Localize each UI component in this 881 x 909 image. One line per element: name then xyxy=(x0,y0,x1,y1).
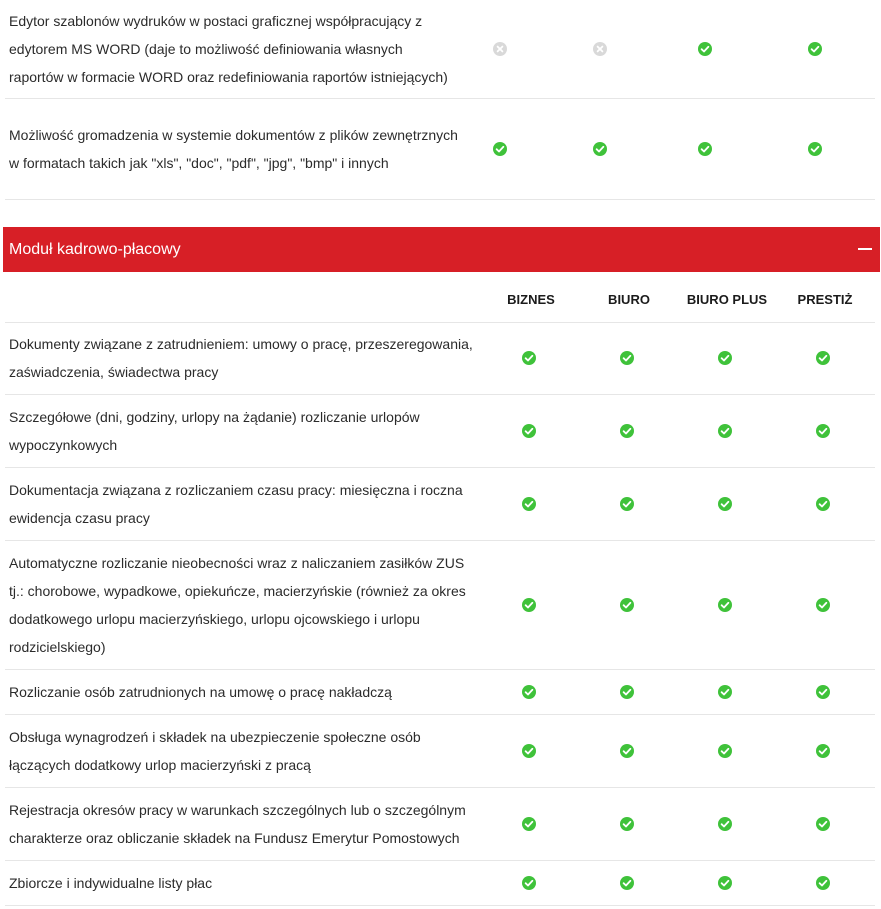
row-label: Zbiorcze i indywidualne listy płac xyxy=(9,875,213,891)
check-icon xyxy=(717,496,733,512)
check-icon xyxy=(492,141,508,157)
cross-icon xyxy=(592,41,608,57)
table-row xyxy=(5,395,875,468)
minus-icon[interactable] xyxy=(858,248,872,250)
check-icon xyxy=(521,816,537,832)
check-icon xyxy=(815,597,831,613)
table-row xyxy=(5,715,875,788)
check-icon xyxy=(815,875,831,891)
row-label: Automatyczne rozliczanie nieobecności wraz z naliczaniem zasiłków ZUS tj.: chorobowe, wypadkowe, opiekuńcze, macierzyńskie (również za okres dodatkowego urlopu macierzyńskiego, urlopu ojcowskiego i urlopu rodzicielskiego) xyxy=(9,555,466,655)
column-header-biznes: BIZNES xyxy=(507,292,555,307)
check-icon xyxy=(592,141,608,157)
check-icon xyxy=(521,597,537,613)
table-row xyxy=(5,788,875,861)
check-icon xyxy=(619,350,635,366)
section-title: Moduł kadrowo-płacowy xyxy=(9,241,181,258)
table-row xyxy=(5,468,875,541)
check-icon xyxy=(521,350,537,366)
check-icon xyxy=(521,875,537,891)
table-row xyxy=(5,99,875,200)
cross-icon xyxy=(492,41,508,57)
check-icon xyxy=(521,684,537,700)
section-header-kadrowo-placowy[interactable] xyxy=(3,227,880,272)
check-icon xyxy=(807,41,823,57)
column-header-biuro: BIURO xyxy=(608,292,650,307)
column-header-biuro-plus: BIURO PLUS xyxy=(686,292,768,307)
check-icon xyxy=(619,875,635,891)
check-icon xyxy=(521,423,537,439)
check-icon xyxy=(717,597,733,613)
check-icon xyxy=(619,743,635,759)
check-icon xyxy=(619,816,635,832)
check-icon xyxy=(619,423,635,439)
check-icon xyxy=(815,496,831,512)
column-headers xyxy=(5,272,875,323)
check-icon xyxy=(521,743,537,759)
check-icon xyxy=(521,496,537,512)
check-icon xyxy=(697,141,713,157)
check-icon xyxy=(717,423,733,439)
check-icon xyxy=(815,423,831,439)
row-label: Obsługa wynagrodzeń i składek na ubezpieczenie społeczne osób łączących dodatkowy urlop macierzyński z pracą xyxy=(9,729,421,773)
table-row xyxy=(5,0,875,99)
check-icon xyxy=(717,684,733,700)
row-label: Rejestracja okresów pracy w warunkach szczególnych lub o szczególnym charakterze oraz obliczanie składek na Fundusz Emerytur Pomostowych xyxy=(9,802,466,846)
table-row xyxy=(5,670,875,715)
row-label: Szczegółowe (dni, godziny, urlopy na żądanie) rozliczanie urlopów wypoczynkowych xyxy=(9,409,420,453)
row-label: Dokumenty związane z zatrudnieniem: umowy o pracę, przeszeregowania, zaświadczenia, świadectwa pracy xyxy=(9,336,473,380)
row-label: Rozliczanie osób zatrudnionych na umowę o pracę nakładczą xyxy=(9,684,392,700)
check-icon xyxy=(717,350,733,366)
row-label: Dokumentacja związana z rozliczaniem czasu pracy: miesięczna i roczna ewidencja czasu pracy xyxy=(9,482,463,526)
check-icon xyxy=(807,141,823,157)
row-label: Możliwość gromadzenia w systemie dokumentów z plików zewnętrznych w formatach takich jak "xls", "doc", "pdf", "jpg", "bmp" i innych xyxy=(9,127,458,171)
check-icon xyxy=(815,350,831,366)
column-header-prestiz: PRESTIŻ xyxy=(797,292,853,307)
table-row xyxy=(5,541,875,670)
table-row xyxy=(5,861,875,906)
check-icon xyxy=(815,684,831,700)
check-icon xyxy=(717,875,733,891)
check-icon xyxy=(717,816,733,832)
check-icon xyxy=(815,816,831,832)
check-icon xyxy=(717,743,733,759)
table-row xyxy=(5,322,875,395)
check-icon xyxy=(619,597,635,613)
row-label: Edytor szablonów wydruków w postaci graficznej współpracujący z edytorem MS WORD (daje to możliwość definiowania własnych raportów w formacie WORD oraz redefiniowania raportów istniejących) xyxy=(9,13,448,85)
check-icon xyxy=(815,743,831,759)
check-icon xyxy=(697,41,713,57)
check-icon xyxy=(619,496,635,512)
check-icon xyxy=(619,684,635,700)
